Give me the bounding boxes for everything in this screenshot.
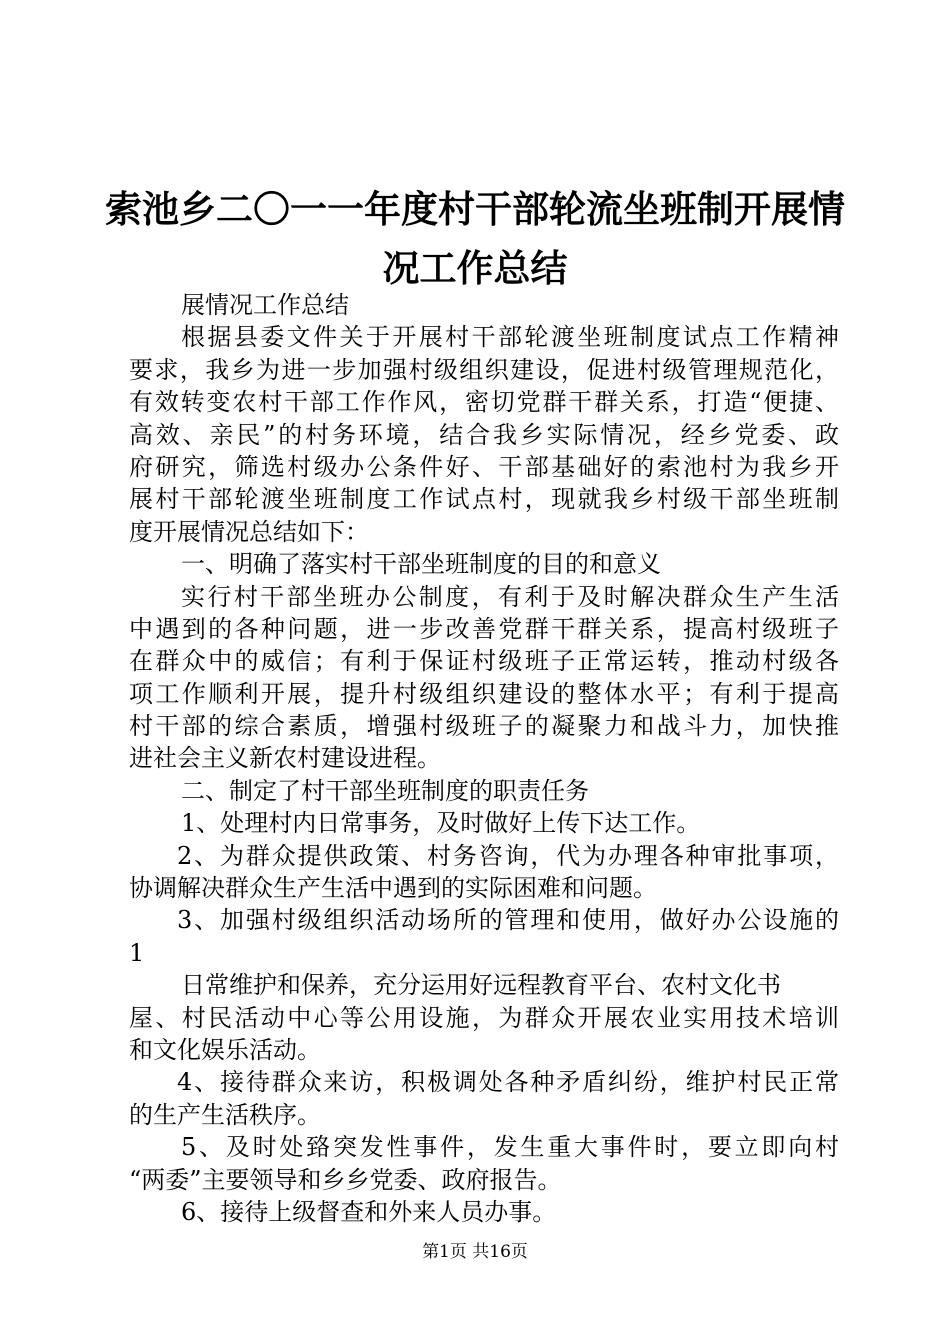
list-item: 6、接待上级督查和外来人员办事。 bbox=[181, 1197, 557, 1226]
body-line: 高效、亲民”的村务环境，结合我乡实际情况，经乡党委、政 bbox=[129, 420, 839, 449]
document-body bbox=[129, 289, 839, 1228]
body-line: “两委”主要领导和乡乡党委、政府报告。 bbox=[129, 1165, 562, 1194]
body-line: 中遇到的各种问题，进一步改善党群干群关系，提高村级班子 bbox=[129, 614, 839, 643]
page-marker: 1 bbox=[129, 938, 145, 967]
body-line: 展村干部轮渡坐班制度工作试点村，现就我乡村级干部坐班制 bbox=[129, 485, 839, 514]
body-line: 村干部的综合素质，增强村级班子的凝聚力和战斗力，加快推 bbox=[129, 712, 839, 741]
body-line: 要求，我乡为进一步加强村级组织建设，促进村级管理规范化， bbox=[129, 355, 839, 384]
body-line: 根据县委文件关于开展村干部轮渡坐班制度试点工作精神 bbox=[181, 323, 839, 352]
body-line: 实行村干部坐班办公制度，有利于及时解决群众生产生活 bbox=[181, 582, 839, 611]
list-item: 4、接待群众来访，积极调处各种矛盾纠纷，维护村民正常 bbox=[177, 1068, 839, 1097]
body-line: 屋、村民活动中心等公用设施，为群众开展农业实用技术培训 bbox=[129, 1003, 839, 1032]
body-line: 进社会主义新农村建设进程。 bbox=[129, 744, 441, 773]
body-line: 的生产生活秩序。 bbox=[129, 1100, 321, 1129]
document-title-line-2: 况工作总结 bbox=[382, 247, 568, 290]
body-line: 有效转变农村干部工作作风，密切党群干群关系，打造“便捷、 bbox=[129, 388, 839, 417]
body-line: 展情况工作总结 bbox=[181, 291, 349, 319]
document-title-line-1: 索池乡二〇一一年度村干部轮流坐班制开展情 bbox=[105, 188, 845, 231]
body-line: 项工作顺利开展，提升村级组织建设的整体水平；有利于提高 bbox=[129, 679, 839, 708]
body-line: 在群众中的威信；有利于保证村级班子正常运转，推动村级各 bbox=[129, 647, 839, 676]
body-line: 和文化娱乐活动。 bbox=[129, 1035, 321, 1064]
list-item: 1、处理村内日常事务，及时做好上传下达工作。 bbox=[181, 809, 701, 838]
section-heading: 一、明确了落实村干部坐班制度的目的和意义 bbox=[181, 550, 661, 579]
section-heading: 二、制定了村干部坐班制度的职责任务 bbox=[181, 776, 589, 805]
body-line: 协调解决群众生产生活中遇到的实际困难和问题。 bbox=[129, 874, 657, 903]
list-item: 3、加强村级组织活动场所的管理和使用，做好办公设施的 bbox=[177, 906, 839, 935]
page-footer: 第1页 共16页 bbox=[422, 1242, 528, 1262]
body-line: 日常维护和保养，充分运用好远程教育平台、农村文化书 bbox=[181, 971, 781, 1000]
body-line: 度开展情况总结如下： bbox=[129, 517, 369, 546]
list-item: 5、及时处臵突发性事件，发生重大事件时，要立即向村 bbox=[181, 1133, 839, 1162]
body-line: 府研究，筛选村级办公条件好、干部基础好的索池村为我乡开 bbox=[129, 452, 839, 481]
list-item: 2、为群众提供政策、村务咨询，代为办理各种审批事项， bbox=[177, 841, 839, 870]
